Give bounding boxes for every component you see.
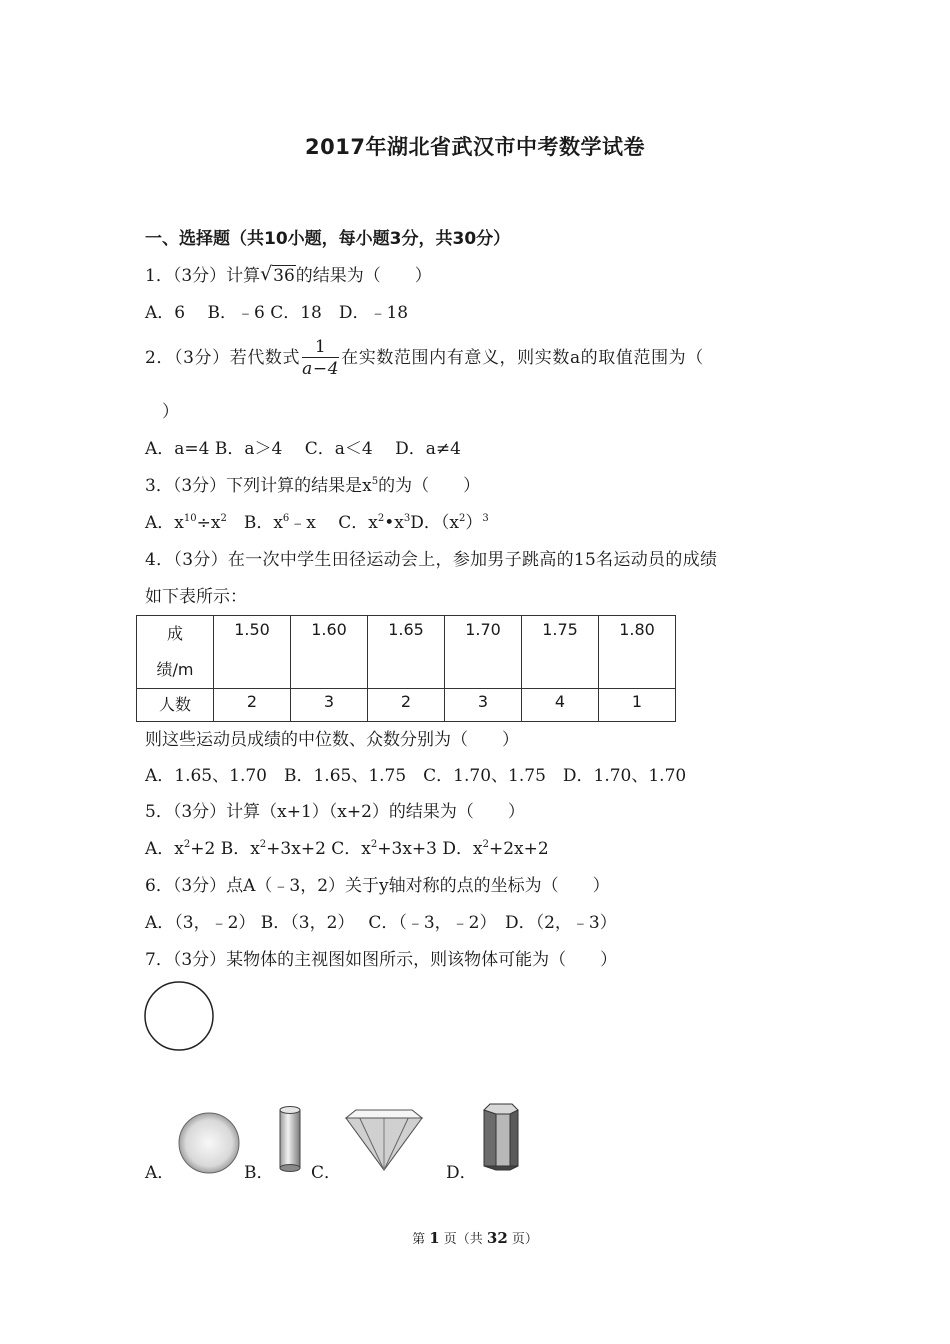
table-header-cell: 人数 [137, 689, 214, 722]
question-3 [145, 471, 480, 496]
question-1 [145, 261, 432, 286]
q5-opt-d-post: +2x+2 [488, 839, 549, 859]
q1-text-post: 的结果为（ ） [295, 266, 432, 286]
q3-opt-d-mid: ） [465, 513, 483, 533]
q5-opt-a: A．x [145, 839, 184, 859]
q3-exponent: 5 [371, 476, 379, 487]
footer-text: 页） [507, 1232, 538, 1247]
q3-text-post: 的为（ ） [378, 476, 481, 496]
sphere-figure [176, 1110, 242, 1176]
q1-radicand: 36 [273, 266, 295, 286]
question-4-line2: 如下表所示： [145, 587, 247, 607]
q5-opt-b-post: +3x+2 C．x [266, 839, 371, 859]
exp: 2 [458, 513, 466, 524]
inverted-pyramid-figure [342, 1106, 426, 1174]
question-4-options: A．1.65、1.70 B．1.65、1.75 C．1.70、1.75 D．1.70、1.70 [145, 766, 687, 786]
q3-opt-c-mid: •x [384, 513, 404, 533]
q5-opt-c-post: +3x+3 D．x [377, 839, 483, 859]
q3-opt-a-mid: ÷x [196, 513, 221, 533]
q2-close-paren: ） [162, 402, 179, 422]
table-cell: 2 [368, 689, 445, 722]
front-view-circle-figure [142, 980, 218, 1054]
question-1-options: A．6 B．﹣6 C．18 D．﹣18 [145, 303, 409, 323]
question-7: 7．（3分）某物体的主视图如图所示，则该物体可能为（ ） [145, 950, 618, 970]
q7-option-a-label: A． [145, 1163, 175, 1183]
table-cell: 1.60 [291, 616, 368, 689]
exp: 2 [370, 839, 378, 850]
fraction-numerator: 1 [302, 337, 339, 358]
exp: 10 [183, 513, 197, 524]
sqrt-symbol: √ 36 [260, 263, 295, 286]
fraction-denominator: a−4 [302, 359, 340, 379]
header-line1: 成 [166, 624, 183, 643]
question-4-line1: 4．（3分）在一次中学生田径运动会上，参加男子跳高的15名运动员的成绩 [145, 550, 718, 570]
table-cell: 1.75 [522, 616, 599, 689]
page-footer [0, 1228, 950, 1247]
header-line2: 绩/m [156, 660, 194, 679]
page-number: 1 [429, 1229, 440, 1247]
q5-opt-a-post: +2 B．x [190, 839, 260, 859]
page-title: 2017年湖北省武汉市中考数学试卷 [305, 135, 645, 159]
exp: 2 [183, 839, 191, 850]
exp: 6 [282, 513, 290, 524]
footer-text: 页（共 [439, 1232, 487, 1247]
question-5-options [145, 834, 549, 859]
q2-text-pre: 2．（3分）若代数式 [145, 348, 301, 368]
table-row [137, 689, 676, 722]
table-cell: 3 [445, 689, 522, 722]
table-cell: 1.70 [445, 616, 522, 689]
q3-opt-b-post: ﹣x C．x [289, 513, 378, 533]
cylinder-figure [276, 1104, 306, 1176]
table-cell: 1 [599, 689, 676, 722]
q2-text-post: 在实数范围内有意义，则实数a的取值范围为（ [341, 348, 704, 368]
q1-text-pre: 1．（3分）计算 [145, 266, 261, 286]
q7-option-c-label: C． [311, 1163, 342, 1183]
table-cell: 1.50 [214, 616, 291, 689]
q7-option-d-label: D． [446, 1163, 477, 1183]
question-4-prompt: 则这些运动员成绩的中位数、众数分别为（ ） [145, 730, 519, 750]
question-6: 6．（3分）点A（﹣3，2）关于y轴对称的点的坐标为（ ） [145, 876, 610, 896]
table-cell: 2 [214, 689, 291, 722]
question-6-options: A．（3，﹣2） B．（3，2） C．（﹣3，﹣2） D．（2，﹣3） [145, 913, 617, 933]
question-3-options [145, 508, 489, 533]
exp: 3 [482, 513, 489, 524]
exp: 2 [220, 513, 227, 524]
q3-opt-a: A．x [145, 513, 184, 533]
footer-text: 第 [412, 1232, 430, 1247]
question-5: 5．（3分）计算（x+1）（x+2）的结果为（ ） [145, 802, 525, 822]
q3-text-pre: 3．（3分）下列计算的结果是x [145, 476, 372, 496]
question-2-options: A．a=4 B．a＞4 C．a＜4 D．a≠4 [145, 439, 461, 459]
q2-fraction [302, 337, 339, 380]
total-pages: 32 [486, 1229, 508, 1247]
q3-opt-d: D．（x [410, 513, 459, 533]
q3-opt-b: B．x [226, 513, 283, 533]
table-cell: 1.65 [368, 616, 445, 689]
table-cell: 1.80 [599, 616, 676, 689]
hexagonal-prism-figure [478, 1100, 524, 1174]
table-row [137, 616, 676, 689]
exp: 3 [403, 513, 411, 524]
question-2 [145, 337, 704, 380]
scores-table [136, 615, 676, 722]
exp: 2 [377, 513, 385, 524]
table-cell: 4 [522, 689, 599, 722]
exp: 2 [482, 839, 489, 850]
section-heading: 一、选择题（共10小题，每小题3分，共30分） [145, 229, 511, 249]
q7-option-b-label: B． [244, 1163, 274, 1183]
table-header-cell [137, 616, 214, 689]
table-cell: 3 [291, 689, 368, 722]
exp: 2 [259, 839, 267, 850]
